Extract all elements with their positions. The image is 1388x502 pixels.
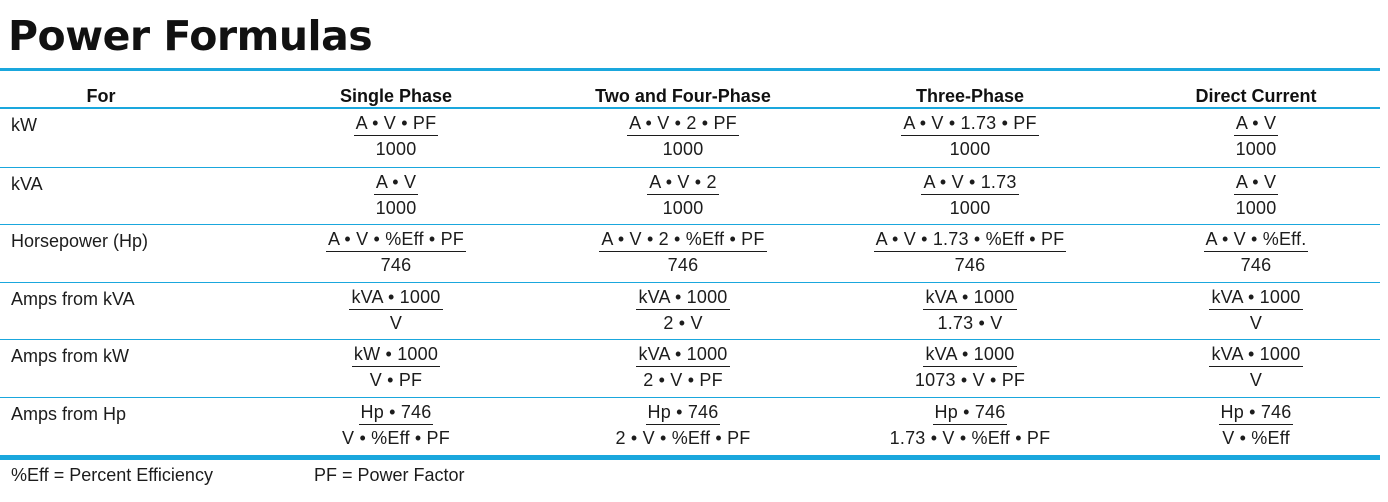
formula-denominator: 746 <box>667 255 699 275</box>
row-label: Horsepower (Hp) <box>11 231 149 251</box>
formula-numerator: A • V • 1.73 • PF <box>901 112 1038 136</box>
formula-two-four-phase <box>533 343 833 393</box>
formula-single-phase <box>246 112 546 162</box>
formula-denominator: 1000 <box>949 139 991 159</box>
table-row <box>0 109 1380 167</box>
formula-numerator: kVA • 1000 <box>1209 286 1302 310</box>
formula-two-four-phase <box>533 401 833 451</box>
formula-numerator: Hp • 746 <box>646 401 721 425</box>
formula-denominator: 1000 <box>375 139 417 159</box>
formula-three-phase <box>820 228 1120 278</box>
formula-denominator: 1000 <box>662 139 704 159</box>
header-three-phase: Three-Phase <box>915 86 1025 106</box>
formula-denominator: 746 <box>380 255 412 275</box>
formula-denominator: V • %Eff <box>1222 427 1290 448</box>
formula-denominator: V <box>1249 312 1263 333</box>
formula-two-four-phase <box>533 112 833 162</box>
formula-numerator: kVA • 1000 <box>923 286 1016 310</box>
formula-table <box>0 109 1380 454</box>
formula-denominator: 2 • V • PF <box>643 370 723 390</box>
row-label: kW <box>11 115 37 135</box>
table-row <box>0 397 1380 455</box>
formula-numerator: A • V • 2 <box>647 171 718 195</box>
table-row <box>0 282 1380 340</box>
formula-numerator: Hp • 746 <box>359 401 434 425</box>
formula-denominator: V • PF <box>369 370 423 390</box>
header-two-four-phase: Two and Four-Phase <box>595 86 771 106</box>
formula-numerator: kVA • 1000 <box>1209 343 1302 367</box>
formula-numerator: A • V • %Eff • PF <box>326 228 466 252</box>
formula-numerator: Hp • 746 <box>933 401 1008 425</box>
formula-single-phase <box>246 286 546 336</box>
formula-denominator: 746 <box>1240 255 1272 275</box>
formula-direct-current <box>1106 286 1388 336</box>
formula-two-four-phase <box>533 228 833 278</box>
formula-denominator: 1000 <box>375 197 417 218</box>
formula-numerator: A • V • 1.73 <box>921 171 1018 195</box>
formula-direct-current <box>1106 112 1388 162</box>
formula-single-phase <box>246 171 546 221</box>
formula-numerator: A • V • 2 • PF <box>627 112 739 136</box>
formula-numerator: kVA • 1000 <box>349 286 442 310</box>
row-label: Amps from kW <box>11 346 130 366</box>
formula-numerator: A • V • PF <box>354 112 439 136</box>
formula-numerator: Hp • 746 <box>1219 401 1294 425</box>
formula-denominator: 2 • V <box>663 312 703 333</box>
formula-denominator: 2 • V • %Eff • PF <box>615 427 751 448</box>
bottom-rule <box>0 455 1380 460</box>
formula-three-phase <box>820 112 1120 162</box>
formula-direct-current <box>1106 343 1388 393</box>
formula-three-phase <box>820 171 1120 221</box>
formula-three-phase <box>820 286 1120 336</box>
formula-direct-current <box>1106 171 1388 221</box>
formula-numerator: kW • 1000 <box>352 343 440 367</box>
formula-three-phase <box>820 401 1120 451</box>
formula-denominator: V • %Eff • PF <box>342 427 450 448</box>
page-title: Power Formulas <box>8 12 373 60</box>
formula-direct-current <box>1106 401 1388 451</box>
footnote-efficiency: %Eff = Percent Efficiency <box>11 465 213 485</box>
footnote-power-factor: PF = Power Factor <box>314 465 465 485</box>
formula-denominator: 1000 <box>1235 139 1277 159</box>
header-for: For <box>86 86 116 106</box>
title-rule <box>0 68 1380 71</box>
table-row <box>0 167 1380 225</box>
formula-numerator: A • V • 1.73 • %Eff • PF <box>874 228 1067 252</box>
formula-denominator: 1000 <box>1235 197 1277 218</box>
formula-denominator: 1000 <box>949 197 991 218</box>
formula-single-phase <box>246 228 546 278</box>
formula-single-phase <box>246 401 546 451</box>
formula-numerator: kVA • 1000 <box>923 343 1016 367</box>
row-label: Amps from kVA <box>11 288 135 309</box>
formula-three-phase <box>820 343 1120 393</box>
formula-two-four-phase <box>533 171 833 221</box>
formula-denominator: V <box>1249 370 1263 390</box>
formula-denominator: 1000 <box>662 197 704 218</box>
formula-direct-current <box>1106 228 1388 278</box>
formula-denominator: 1.73 • V <box>937 312 1003 333</box>
header-direct-current: Direct Current <box>1195 86 1317 106</box>
table-row <box>0 224 1380 282</box>
formula-numerator: A • V • 2 • %Eff • PF <box>599 228 766 252</box>
formula-denominator: 1.73 • V • %Eff • PF <box>889 427 1051 448</box>
formula-two-four-phase <box>533 286 833 336</box>
table-header <box>0 84 1380 108</box>
formula-numerator: kVA • 1000 <box>636 286 729 310</box>
row-label: kVA <box>11 173 43 194</box>
formula-numerator: kVA • 1000 <box>636 343 729 367</box>
table-row <box>0 339 1380 397</box>
formula-numerator: A • V <box>1234 112 1278 136</box>
row-label: Amps from Hp <box>11 403 127 424</box>
formula-denominator: 746 <box>954 255 986 275</box>
formula-denominator: 1073 • V • PF <box>914 370 1026 390</box>
formula-single-phase <box>246 343 546 393</box>
formula-numerator: A • V <box>374 171 418 195</box>
formula-denominator: V <box>389 312 403 333</box>
header-single-phase: Single Phase <box>339 86 453 106</box>
formula-numerator: A • V • %Eff. <box>1204 228 1309 252</box>
formula-numerator: A • V <box>1234 171 1278 195</box>
